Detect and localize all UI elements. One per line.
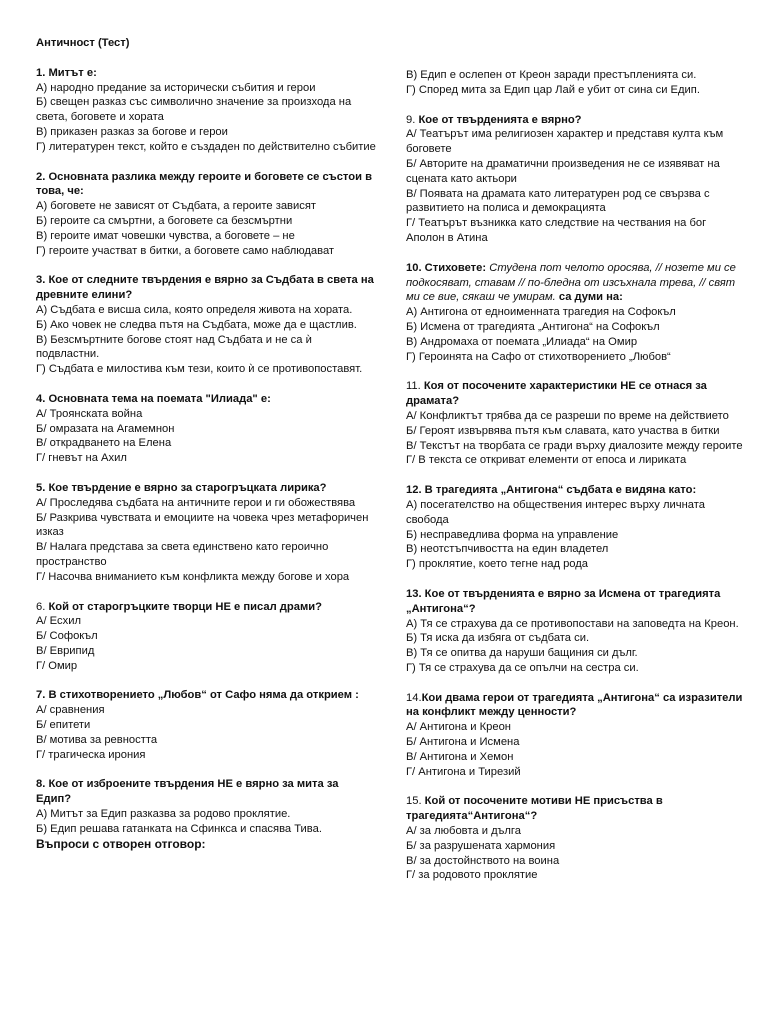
- answer-option: Г) Съдбата е милостива към тези, които ѝ се противопоставят.: [36, 363, 363, 376]
- answer-option: Б/ Софокъл: [36, 630, 98, 643]
- question-number: 1.: [36, 66, 46, 79]
- question-number: 12.: [406, 484, 422, 497]
- question-block: [36, 392, 376, 466]
- question-block: [36, 273, 376, 377]
- left-column: [36, 36, 376, 851]
- open-questions-heading: Въпроси с отворен отговор:: [36, 836, 206, 851]
- question-prompt: Стиховете:: [421, 261, 490, 274]
- answer-option: Г) Тя се страхува да се опълчи на сестра си.: [406, 661, 639, 674]
- answer-option: Г/ Антигона и Тирезий: [406, 765, 521, 778]
- answer-option: В) героите имат човешки чувства, а боговете – не: [36, 229, 295, 242]
- question-block: [36, 481, 376, 585]
- question-text: [406, 483, 746, 498]
- question-prompt: Основната разлика между героите и боговете се състои в това, че:: [36, 170, 372, 198]
- answer-option: А/ Проследява съдбата на античните герои и ги обожествява: [36, 496, 356, 509]
- answer-option: Б) героите са смъртни, а боговете са безсмъртни: [36, 214, 293, 227]
- question-number: 4.: [36, 392, 46, 405]
- question-number: 5.: [36, 481, 46, 494]
- question-number: 8.: [36, 778, 46, 791]
- answer-option: Г/ Насочва вниманието към конфликта между богове и хора: [36, 570, 350, 583]
- question-prompt: Кое от изброените твърдения НЕ е вярно за мита за Едип?: [36, 778, 339, 806]
- question-prompt: Кой от старогръцките творци НЕ е писал драми?: [45, 600, 322, 613]
- question-text: [36, 273, 376, 303]
- answer-option: В/ Текстът на творбата се гради върху диалозите между героите: [406, 439, 743, 452]
- answer-option: Г/ за родовото проклятие: [406, 869, 538, 882]
- question-text: [406, 794, 746, 824]
- question-block: [36, 170, 376, 259]
- answer-option: Г/ трагическа ирония: [36, 748, 146, 761]
- left-question-list: [36, 66, 376, 837]
- answer-option: В) Безсмъртните богове стоят над Съдбата и не са ѝ подвластни.: [36, 333, 312, 361]
- answer-option: В) Андромаха от поемата „Илиада“ на Омир: [406, 335, 638, 348]
- question-block: [36, 600, 376, 674]
- answer-option: А/ Антигона и Креон: [406, 721, 511, 734]
- right-question-list: [406, 68, 746, 883]
- answer-option: В/ Появата на драмата като литературен род се свързва с развитието на полиса и демокрацията: [406, 187, 710, 215]
- answer-option: Г) литературен текст, който е създаден по действително събитие: [36, 140, 376, 153]
- question-block: [406, 261, 746, 365]
- question-number: 15.: [406, 795, 422, 808]
- answer-option: А/ за любовта и дълга: [406, 825, 521, 838]
- answer-option: А) Митът за Едип разказва за родово проклятие.: [36, 808, 291, 821]
- question-prompt: Кое от следните твърдения е вярно за Съдбата в света на древните елини?: [36, 274, 374, 302]
- question-text: [36, 481, 376, 496]
- answer-option: В/ Налага представа за света единствено като героично пространство: [36, 541, 329, 568]
- answer-option: Б/ омразата на Агамемнон: [36, 422, 175, 435]
- answer-option: А) Съдбата е висша сила, която определя живота на хората.: [36, 303, 353, 316]
- question-prompt: Митът е:: [45, 66, 97, 79]
- question-prompt: Кое твърдение е вярно за старогръцката лирика?: [45, 481, 327, 494]
- question-text: [36, 777, 376, 807]
- answer-option: Г/ Омир: [36, 659, 78, 672]
- answer-option: Г) Според мита за Едип цар Лай е убит от сина си Едип.: [406, 83, 700, 96]
- answer-option: Г/ Театърът възникка като следствие на чествания на бог Аполон в Атина: [406, 217, 707, 244]
- question-block: [406, 483, 746, 572]
- answer-option: В/ за достойнството на воина: [406, 854, 560, 867]
- answer-option: Б/ епитети: [36, 719, 91, 732]
- answer-option: Г) проклятие, което тегне над рода: [406, 558, 589, 571]
- question-block: [406, 587, 746, 676]
- question-block: [36, 777, 376, 836]
- question-text: [406, 691, 746, 721]
- answer-option: А) боговете не зависят от Съдбата, а героите зависят: [36, 200, 317, 213]
- question-number: 6.: [36, 600, 46, 613]
- question-text: [406, 379, 746, 409]
- question-text: [36, 170, 376, 200]
- question-text: [36, 66, 376, 81]
- answer-option: А/ Конфликтът трябва да се разреши по време на действието: [406, 409, 729, 422]
- answer-option: А) Тя се страхува да се противопостави на заповедта на Креон.: [406, 617, 739, 630]
- answer-option: Б/ Антигона и Исмена: [406, 736, 520, 749]
- question-number: 3.: [36, 274, 46, 287]
- answer-option: Г) Героинята на Сафо от стихотворението „Любов“: [406, 350, 671, 363]
- question-block: [406, 691, 746, 780]
- question-block: [406, 68, 746, 98]
- answer-option: А) Антигона от едноименната трагедия на Софокъл: [406, 306, 676, 319]
- answer-option: В/ Еврипид: [36, 644, 95, 657]
- question-prompt: В стихотворението „Любов“ от Сафо няма да открием :: [45, 689, 359, 702]
- question-number: 11.: [406, 380, 421, 393]
- question-text: [36, 392, 376, 407]
- question-number: 7.: [36, 689, 46, 702]
- page-title: Античност (Тест): [36, 37, 130, 49]
- question-block: [406, 113, 746, 246]
- answer-option: Г/ гневът на Ахил: [36, 452, 127, 465]
- answer-option: А) посегателство на обществения интерес върху личната свобода: [406, 498, 705, 526]
- answer-option: Г) героите участват в битки, а боговете само наблюдават: [36, 244, 335, 257]
- question-text: [406, 587, 746, 617]
- question-prompt: Кое от твърденията е вярно?: [415, 113, 582, 126]
- answer-option: А/ Театърът има религиозен характер и представя култа към боговете: [406, 128, 724, 156]
- right-column: [406, 68, 746, 898]
- answer-option: А) народно предание за исторически събития и герои: [36, 81, 316, 94]
- answer-option: Б/ Разкрива чувствата и емоциите на човека чрез метафоричен изказ: [36, 511, 369, 539]
- question-text: [406, 261, 746, 305]
- question-prompt: В трагедията „Антигона“ съдбата е видяна като:: [421, 484, 697, 497]
- question-text: [36, 688, 376, 703]
- answer-option: Б/ Героят извървява пътя към славата, като участва в битки: [406, 424, 720, 437]
- question-block: [406, 379, 746, 468]
- answer-option: Б) Ако човек не следва пътя на Съдбата, може да е щастлив.: [36, 318, 357, 331]
- answer-option: В/ открадването на Елена: [36, 437, 172, 450]
- answer-option: Б) Исмена от трагедията „Антигона“ на Софокъл: [406, 320, 660, 333]
- answer-option: Г/ В текста се откриват елементи от епоса и лириката: [406, 454, 687, 467]
- answer-option: А/ Есхил: [36, 615, 81, 628]
- answer-option: В/ Антигона и Хемон: [406, 750, 514, 763]
- question-prompt: Основната тема на поемата "Илиада" е:: [45, 392, 271, 405]
- question-number: 14.: [406, 691, 422, 704]
- question-prompt: Кое от твърденията е вярно за Исмена от трагедията „Антигона“?: [406, 587, 721, 615]
- answer-option: Б/ Авторите на драматични произведения не се изявяват на сцената като актьори: [406, 157, 720, 185]
- question-number: 13.: [406, 587, 422, 600]
- question-block: [406, 794, 746, 883]
- question-prompt: Кой от посочените мотиви НЕ присъства в трагедията“Антигона“?: [406, 795, 663, 823]
- answer-option: А/ сравнения: [36, 704, 105, 717]
- answer-option: Б) несправедлива форма на управление: [406, 528, 619, 541]
- question-block: [36, 688, 376, 762]
- question-number: 9.: [406, 113, 416, 126]
- answer-option: В) приказен разказ за богове и герои: [36, 125, 228, 138]
- answer-option: Б) Тя иска да избяга от съдбата си.: [406, 632, 590, 645]
- answer-option: В) Тя се опитва да наруши бащиния си дълг.: [406, 647, 638, 660]
- question-block: [36, 66, 376, 155]
- question-text: [36, 600, 376, 615]
- quoted-verse: Студена пот челото оросява, // нозете ми се подкосяват, ставам // по-бледна от изсъхнала трева, // свят ми се вие, сякаш че умирам.: [406, 261, 736, 304]
- answer-option: Б) Едип решава гатанката на Сфинкса и спасява Тива.: [36, 822, 322, 835]
- question-number: 2.: [36, 170, 46, 183]
- question-prompt-tail: са думи на:: [555, 291, 623, 304]
- answer-option: В) неотстъпчивостта на един владетел: [406, 543, 609, 556]
- answer-option: В/ мотива за ревността: [36, 733, 158, 746]
- answer-option: Б/ за разрушената хармония: [406, 839, 556, 852]
- answer-option: Б) свещен разказ със символично значение за произхода на света, боговете и хората: [36, 96, 352, 124]
- answer-option: А/ Троянската война: [36, 407, 143, 420]
- question-prompt: Кои двама герои от трагедията „Антигона“ са изразители на конфликт между ценности?: [406, 691, 743, 719]
- answer-option: В) Едип е ослепен от Креон заради престъпленията си.: [406, 69, 697, 81]
- question-prompt: Коя от посочените характеристики НЕ се отнася за драмата?: [406, 380, 707, 408]
- question-number: 10.: [406, 261, 422, 274]
- question-text: [406, 113, 746, 128]
